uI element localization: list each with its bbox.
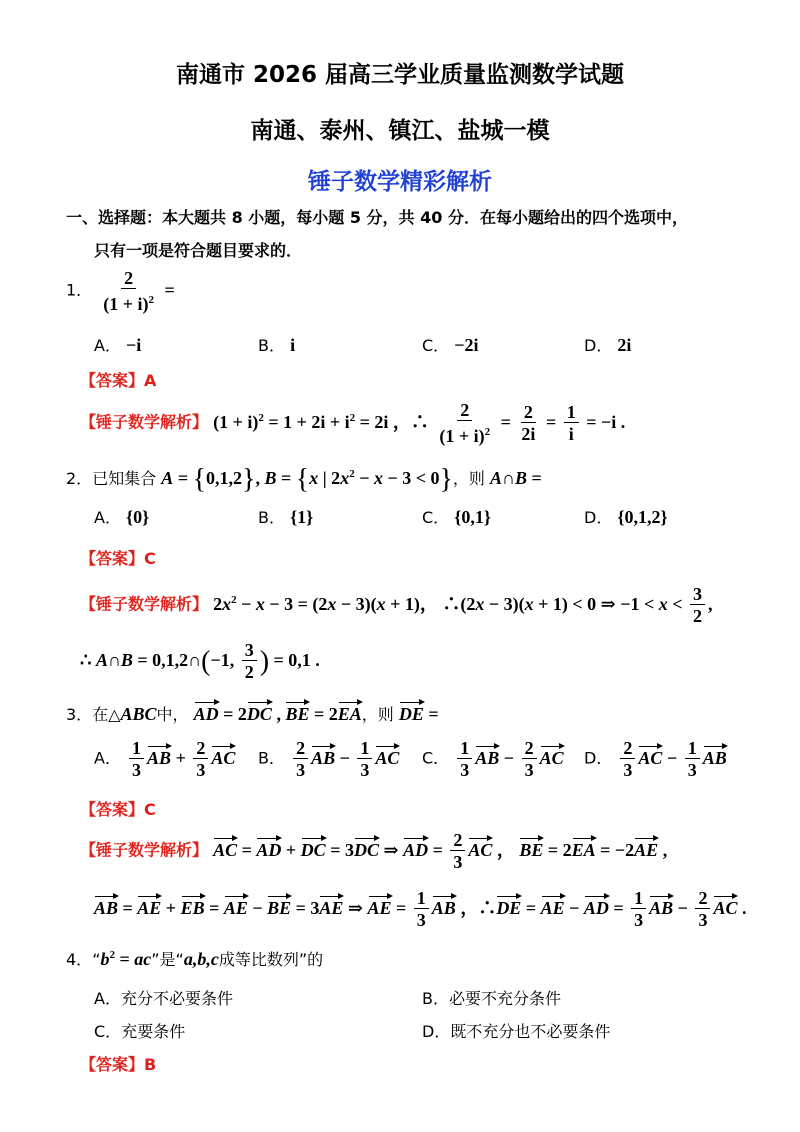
q1-option-a: A． −i bbox=[94, 335, 142, 355]
q2-option-a: A． {0} bbox=[94, 507, 150, 527]
q1-option-d: D． 2i bbox=[584, 335, 632, 355]
section-heading-line1: 一、选择题：本大题共 8 小题，每小题 5 分，共 40 分．在每小题给出的四个选项中， bbox=[66, 208, 688, 227]
page-subtitle: 南通、泰州、镇江、盐城一模 bbox=[250, 118, 550, 144]
q4-option-d: D．既不充分也不必要条件 bbox=[422, 1022, 611, 1041]
q2-option-b: B． {1} bbox=[258, 507, 314, 527]
question-4: 4．“$b^2$ = ac”是“a,b,c成等比数列”的 bbox=[66, 949, 324, 969]
q4-option-c: C．充要条件 bbox=[94, 1022, 186, 1041]
q2-analysis-line1: 【锤子数学解析】 $2x^2 - x - 3 = (2x - 3)(x + 1)$， ∴(2x − 3)(x + 1) < 0 ⇒ −1 < x < $\frac{3}{2}$ , bbox=[80, 584, 713, 626]
q2-analysis-line2: ∴ A∩B = 0,1,2∩(−1, $\frac{3}{2}$ ) = 0,1 . bbox=[80, 640, 320, 682]
section-heading-line2: 只有一项是符合题目要求的． bbox=[94, 241, 303, 260]
q3-option-a: A． $\frac{1}{3}$ AB + $\frac{2}{3}$ AC bbox=[94, 738, 236, 780]
q3-option-d: D． $\frac{2}{3}$ AC − $\frac{1}{3}$ AB bbox=[584, 738, 727, 780]
q4-answer: 【答案】B bbox=[80, 1055, 157, 1074]
q1-option-b: B． i bbox=[258, 335, 296, 355]
q3-options bbox=[94, 738, 734, 784]
q3-answer: 【答案】C bbox=[80, 800, 156, 819]
q3-option-b: B． $\frac{2}{3}$ AB − $\frac{1}{3}$ AC bbox=[258, 738, 400, 780]
q3-analysis-line1: 【锤子数学解析】 AC = AD + DC = 3DC ⇒ AD = $\frac{2}{3}$ AC ， BE = 2EA = −2AE , bbox=[80, 830, 668, 872]
q3-analysis-line2: AB = AE + EB = AE − BE = 3AE ⇒ AE = $\frac{1}{3}$ AB ，∴DE = AE − AD = $\frac{1}{3}$ AB − $\frac{2}{3}$ AC . bbox=[94, 888, 747, 930]
q2-option-c: C． {0,1} bbox=[422, 507, 491, 527]
q2-option-d: D． {0,1,2} bbox=[584, 507, 668, 527]
q4-option-b: B．必要不充分条件 bbox=[422, 989, 561, 1008]
q1-analysis: 【锤子数学解析】 $(1 + i)^2 = 1 + 2i + i^2 = 2i$ ，∴ $\frac{2}{(1 + i)^2}$ = $\frac{2}{2i}$ = $\frac{1}{i}$ = −i . bbox=[80, 400, 626, 446]
question-2: 2．已知集合 A = {0,1,2}, B = {x | $2x^2 - x - 3 < 0$}，则 A∩B = bbox=[66, 464, 542, 495]
q2-answer: 【答案】C bbox=[80, 549, 156, 568]
q1-answer: 【答案】A bbox=[80, 371, 157, 390]
question-3: 3．在△ABC中， AD = 2DC , BE = 2EA，则 DE = bbox=[66, 704, 439, 724]
page-title: 南通市 2026 届高三学业质量监测数学试题 bbox=[175, 62, 625, 88]
q3-option-c: C． $\frac{1}{3}$ AB − $\frac{2}{3}$ AC bbox=[422, 738, 564, 780]
q1-option-c: C． −2i bbox=[422, 335, 479, 355]
q4-option-a: A．充分不必要条件 bbox=[94, 989, 233, 1008]
q1-expression: $\frac{2}{(1 + i)^2}$ = bbox=[103, 268, 175, 314]
question-1: 1． $\frac{2}{(1 + i)^2}$ = bbox=[66, 268, 175, 314]
solution-title: 锤子数学精彩解析 bbox=[308, 169, 492, 195]
